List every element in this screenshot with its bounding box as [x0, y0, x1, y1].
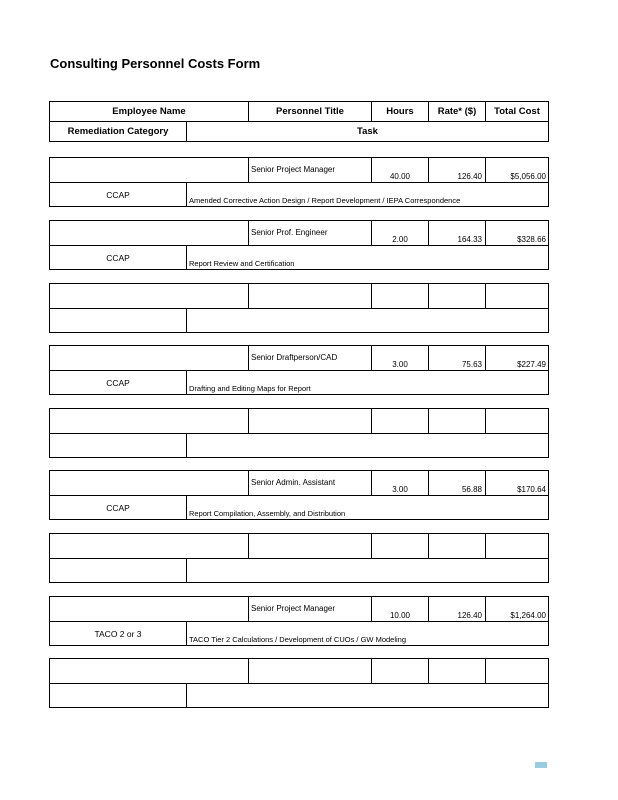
hours-cell: 40.00 — [371, 158, 428, 183]
category-cell — [50, 309, 186, 333]
total-cost-cell — [485, 534, 548, 559]
task-cell: Report Compilation, Assembly, and Distribution — [186, 496, 548, 520]
hours-cell: 2.00 — [371, 221, 428, 246]
employee-name-cell — [50, 534, 248, 559]
employee-name-cell — [50, 409, 248, 434]
hours-cell: 3.00 — [371, 471, 428, 496]
header-hours: Hours — [371, 102, 428, 122]
hours-cell: 3.00 — [371, 346, 428, 371]
rate-cell — [428, 284, 485, 309]
rate-cell — [428, 409, 485, 434]
cost-entry — [49, 470, 549, 520]
personnel-title-cell — [248, 659, 371, 684]
hours-cell — [371, 284, 428, 309]
rate-cell — [428, 659, 485, 684]
task-cell: Report Review and Certification — [186, 246, 548, 270]
personnel-title-cell: Senior Admin. Assistant — [248, 471, 371, 496]
total-cost-cell: $170.64 — [485, 471, 548, 496]
personnel-title-cell — [248, 534, 371, 559]
hours-cell — [371, 659, 428, 684]
header-personnel-title: Personnel Title — [248, 102, 371, 122]
personnel-title-cell — [248, 284, 371, 309]
employee-name-cell — [50, 471, 248, 496]
total-cost-cell: $5,056.00 — [485, 158, 548, 183]
hours-cell: 10.00 — [371, 597, 428, 622]
form-title: Consulting Personnel Costs Form — [50, 56, 261, 71]
header-task: Task — [186, 122, 548, 142]
category-cell — [50, 434, 186, 458]
header-category: Remediation Category — [67, 126, 169, 137]
category-cell: TACO 2 or 3 — [94, 629, 142, 639]
total-cost-cell — [485, 659, 548, 684]
rate-cell — [428, 534, 485, 559]
task-cell: TACO Tier 2 Calculations / Development of CUOs / GW Modeling — [186, 622, 548, 646]
category-cell — [50, 684, 186, 708]
rate-cell: 164.33 — [428, 221, 485, 246]
hours-cell — [371, 409, 428, 434]
task-cell — [186, 309, 548, 333]
cost-entry — [49, 157, 549, 207]
personnel-title-cell: Senior Project Manager — [248, 597, 371, 622]
table-header — [49, 101, 549, 142]
rate-cell: 126.40 — [428, 597, 485, 622]
cost-entry — [49, 220, 549, 270]
cost-entry — [49, 283, 549, 333]
personnel-title-cell — [248, 409, 371, 434]
personnel-title-cell: Senior Project Manager — [248, 158, 371, 183]
cost-entry — [49, 345, 549, 395]
employee-name-cell — [50, 158, 248, 183]
category-cell: CCAP — [106, 190, 130, 200]
rate-cell: 126.40 — [428, 158, 485, 183]
total-cost-cell: $227.49 — [485, 346, 548, 371]
category-cell: CCAP — [106, 503, 130, 513]
rate-cell: 56.88 — [428, 471, 485, 496]
rate-cell: 75.63 — [428, 346, 485, 371]
employee-name-cell — [50, 284, 248, 309]
category-cell — [50, 559, 186, 583]
task-cell: Drafting and Editing Maps for Report — [186, 371, 548, 395]
personnel-title-cell: Senior Draftperson/CAD — [248, 346, 371, 371]
task-cell — [186, 684, 548, 708]
header-total-cost: Total Cost — [485, 102, 548, 122]
task-cell — [186, 559, 548, 583]
cost-entry — [49, 658, 549, 708]
employee-name-cell — [50, 659, 248, 684]
employee-name-cell — [50, 346, 248, 371]
total-cost-cell — [485, 284, 548, 309]
task-cell: Amended Corrective Action Design / Report Development / IEPA Correspondence — [186, 183, 548, 207]
total-cost-cell — [485, 409, 548, 434]
header-employee-name: Employee Name — [50, 102, 248, 122]
cost-entry — [49, 596, 549, 646]
cost-entry — [49, 533, 549, 583]
header-rate: Rate* ($) — [428, 102, 485, 122]
cost-entry — [49, 408, 549, 458]
employee-name-cell — [50, 597, 248, 622]
personnel-title-cell: Senior Prof. Engineer — [248, 221, 371, 246]
task-cell — [186, 434, 548, 458]
category-cell: CCAP — [106, 378, 130, 388]
scan-mark — [535, 762, 547, 768]
total-cost-cell: $328.66 — [485, 221, 548, 246]
employee-name-cell — [50, 221, 248, 246]
hours-cell — [371, 534, 428, 559]
total-cost-cell: $1,264.00 — [485, 597, 548, 622]
category-cell: CCAP — [106, 253, 130, 263]
